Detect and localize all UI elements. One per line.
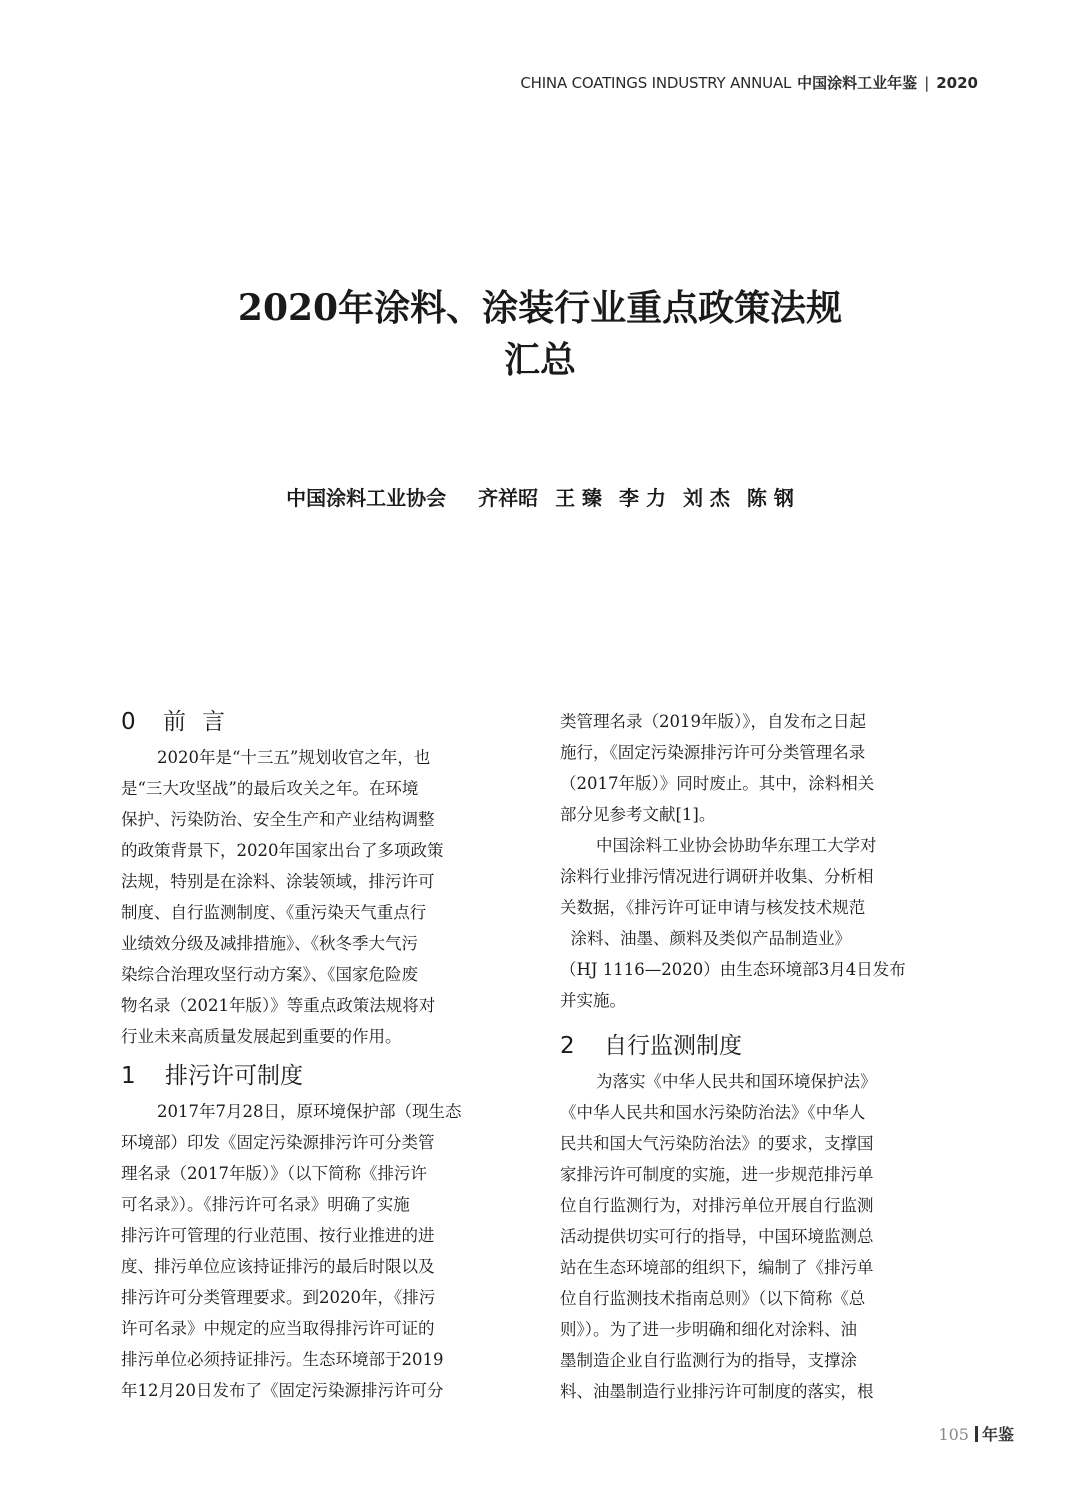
- text-line: （HJ 1116—2020）由生态环境部3月4日发布: [560, 960, 906, 979]
- page-number: 105: [938, 1425, 969, 1444]
- text-line: 2020年是“十三五”规划收官之年，也: [157, 748, 431, 767]
- text-line: 并实施。: [560, 991, 626, 1010]
- text-line: 保护、污染防治、安全生产和产业结构调整: [121, 810, 435, 829]
- author-name: 王 臻: [555, 486, 603, 510]
- text-line: 中国涂料工业协会协助华东理工大学对: [596, 836, 877, 855]
- text-line: 涂料、油墨、颜料及类似产品制造业》: [560, 929, 851, 948]
- text-line: 的政策背景下，2020年国家出台了多项政策: [121, 841, 444, 860]
- text-line: 年12月20日发布了《固定污染源排污许可分: [121, 1381, 444, 1400]
- paragraph-preface: [121, 742, 521, 1052]
- section-number: 0: [121, 709, 136, 735]
- text-line: 行业未来高质量发展起到重要的作用。: [121, 1027, 402, 1046]
- text-line: 业绩效分级及减排措施》、《秋冬季大气污: [121, 934, 418, 953]
- text-line: 墨制造企业自行监测行为的指导，支撑涂: [560, 1351, 857, 1370]
- running-header: [520, 72, 978, 93]
- header-separator: |: [924, 74, 930, 92]
- article-title-line-2: 汇总: [503, 339, 576, 381]
- section-title: 前言: [163, 709, 241, 735]
- text-line: 2017年7月28日，原环境保护部（现生态: [157, 1102, 462, 1121]
- paragraph-technical-spec: [560, 830, 960, 1016]
- text-line: 施行，《固定污染源排污许可分类管理名录: [560, 743, 866, 762]
- text-line: 部分见参考文献[1]。: [560, 805, 716, 824]
- text-line: 排污单位必须持证排污。生态环境部于2019: [121, 1350, 444, 1369]
- section-title: 自行监测制度: [604, 1033, 742, 1059]
- text-line: 为落实《中华人民共和国环境保护法》: [596, 1072, 877, 1091]
- text-line: 涂料行业排污情况进行调研并收集、分析相: [560, 867, 874, 886]
- text-line: 染综合治理攻坚行动方案》、《国家危险废: [121, 965, 418, 984]
- text-line: 关数据，《排污许可证申请与核发技术规范: [560, 898, 866, 917]
- text-line: 法规，特别是在涂料、涂装领域，排污许可: [121, 872, 435, 891]
- text-line: 位自行监测行为，对排污单位开展自行监测: [560, 1196, 874, 1215]
- author-organization: 中国涂料工业协会: [286, 486, 447, 510]
- footer-divider: [975, 1426, 978, 1442]
- text-line: 家排污许可制度的实施，进一步规范排污单: [560, 1165, 874, 1184]
- text-line: 类管理名录（2019年版）》，自发布之日起: [560, 712, 866, 731]
- text-line: 排污许可管理的行业范围、按行业推进的进: [121, 1226, 435, 1245]
- section-heading-0: [121, 704, 521, 740]
- text-line: 物名录（2021年版）》等重点政策法规将对: [121, 996, 436, 1015]
- section-number: 1: [121, 1063, 136, 1089]
- right-column: [560, 706, 960, 1407]
- left-column: [121, 700, 521, 1406]
- text-line: 排污许可分类管理要求。到2020年，《排污: [121, 1288, 436, 1307]
- author-name: 齐祥昭: [478, 486, 539, 510]
- text-line: 制度、自行监测制度、《重污染天气重点行: [121, 903, 427, 922]
- page-footer: [938, 1422, 1014, 1445]
- journal-name-cn: 中国涂料工业年鉴: [797, 74, 918, 92]
- article-title: [0, 282, 1080, 386]
- footer-label: 年鉴: [981, 1425, 1014, 1444]
- text-line: 则》）。为了进一步明确和细化对涂料、油: [560, 1320, 857, 1339]
- text-line: 位自行监测技术指南总则》（以下简称《总: [560, 1289, 866, 1308]
- text-line: 可名录》）。《排污许可名录》明确了实施: [121, 1195, 410, 1214]
- text-line: 度、排污单位应该持证排污的最后时限以及: [121, 1257, 435, 1276]
- header-year: 2020: [936, 74, 978, 92]
- paragraph-discharge-permit: [121, 1096, 521, 1406]
- author-name: 刘 杰: [682, 486, 730, 510]
- section-number: 2: [560, 1033, 575, 1059]
- section-title: 排污许可制度: [165, 1063, 303, 1089]
- text-line: 活动提供切实可行的指导，中国环境监测总: [560, 1227, 874, 1246]
- text-line: 《中华人民共和国水污染防治法》《中华人: [560, 1103, 866, 1122]
- text-line: 民共和国大气污染防治法》的要求，支撑国: [560, 1134, 874, 1153]
- journal-name-en: CHINA COATINGS INDUSTRY ANNUAL: [520, 74, 792, 92]
- text-line: 许可名录》中规定的应当取得排污许可证的: [121, 1319, 435, 1338]
- text-line: 料、油墨制造行业排污许可制度的落实，根: [560, 1382, 874, 1401]
- text-line: 理名录（2017年版）》（以下简称《排污许: [121, 1164, 427, 1183]
- paragraph-continued: [560, 706, 960, 830]
- author-name: 陈 钢: [746, 486, 794, 510]
- section-heading-2: [560, 1028, 960, 1064]
- author-name: 李 力: [619, 486, 666, 510]
- article-title-line-1: 2020年涂料、涂装行业重点政策法规: [237, 287, 843, 329]
- text-line: 是“三大攻坚战”的最后攻关之年。在环境: [121, 779, 419, 798]
- section-heading-1: [121, 1058, 521, 1094]
- paragraph-self-monitoring: [560, 1066, 960, 1407]
- text-line: （2017年版）》同时废止。其中，涂料相关: [560, 774, 875, 793]
- author-line: [0, 482, 1080, 511]
- text-line: 站在生态环境部的组织下，编制了《排污单: [560, 1258, 874, 1277]
- text-line: 环境部）印发《固定污染源排污许可分类管: [121, 1133, 435, 1152]
